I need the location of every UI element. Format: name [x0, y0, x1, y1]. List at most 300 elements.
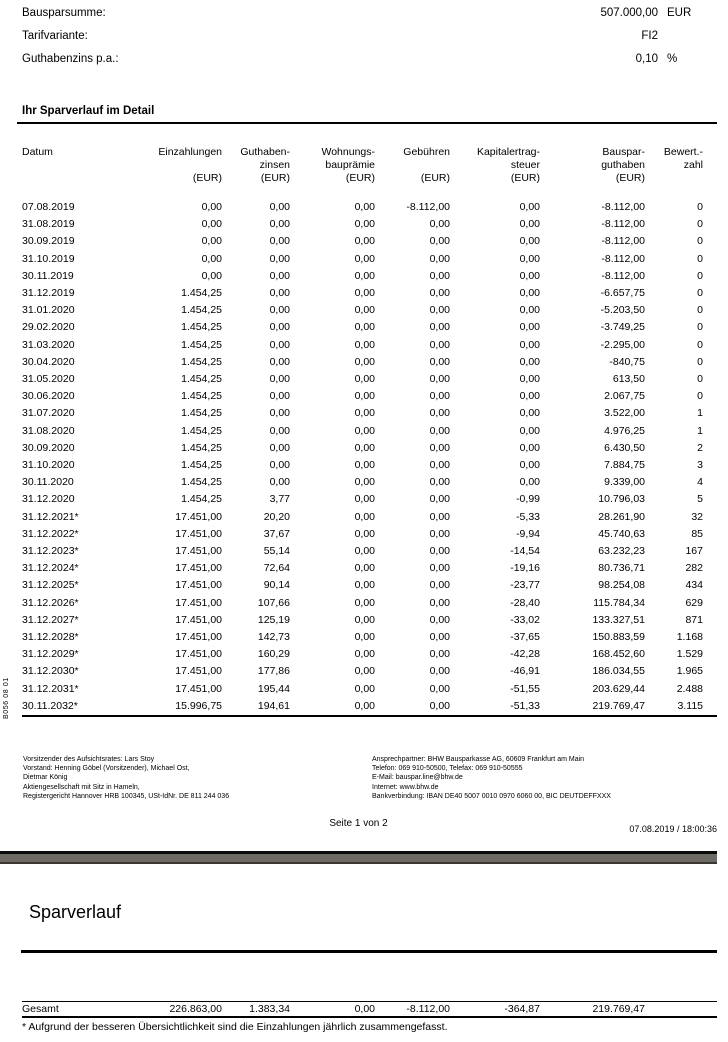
table-cell: 0 — [697, 287, 703, 300]
table-cell: 0,00 — [354, 631, 375, 644]
table-cell: 0,00 — [519, 304, 540, 317]
table-cell: 31.08.2019 — [22, 218, 75, 231]
table-cell: 17.451,00 — [175, 665, 222, 678]
column-header: (EUR) — [192, 172, 222, 184]
header-line-row — [22, 146, 717, 159]
table-cell: 168.452,60 — [592, 648, 645, 661]
table-cell: 31.12.2026* — [22, 596, 79, 609]
table-cell: 2.067,75 — [604, 390, 645, 403]
table-cell: 0,00 — [354, 441, 375, 454]
table-cell: -28,40 — [510, 596, 540, 609]
table-cell: 613,50 — [612, 373, 645, 386]
table-cell: 0 — [697, 373, 703, 386]
table-cell: -23,77 — [510, 579, 540, 592]
table-cell: 17.451,00 — [175, 545, 222, 558]
page-indicator: Seite 1 von 2 — [329, 818, 388, 829]
table-cell: 0,00 — [269, 235, 290, 248]
table-cell: 0,00 — [519, 321, 540, 334]
table-cell: 0,00 — [519, 269, 540, 282]
table-cell: 0,00 — [429, 269, 450, 282]
table-cell: 0,00 — [429, 287, 450, 300]
table-row — [22, 371, 717, 388]
table-cell: -46,91 — [510, 665, 540, 678]
table-cell: 0,00 — [429, 648, 450, 661]
footer-line: Aktiengesellschaft mit Sitz in Hameln, — [23, 783, 140, 791]
table-cell: 0,00 — [269, 407, 290, 420]
table-cell: 0,00 — [429, 562, 450, 575]
table-cell: 1.529 — [676, 648, 703, 661]
detail-table-body — [22, 199, 717, 716]
table-cell: 17.451,00 — [175, 596, 222, 609]
table-cell: -8.112,00 — [601, 218, 645, 231]
table-cell: 6.430,50 — [604, 441, 645, 454]
table-cell: 0,00 — [354, 304, 375, 317]
detail-table — [22, 146, 717, 717]
table-cell: 07.08.2019 — [22, 201, 75, 213]
table-cell: 107,66 — [257, 596, 290, 609]
table-cell: 1 — [697, 424, 703, 437]
table-cell: 0,00 — [429, 476, 450, 489]
column-header: zinsen — [259, 159, 290, 171]
table-cell: 167 — [685, 545, 703, 558]
table-cell: 0,00 — [354, 252, 375, 265]
table-cell: 0,00 — [354, 373, 375, 386]
table-cell: 0,00 — [354, 235, 375, 248]
table-cell: 1.454,25 — [181, 493, 222, 506]
table-cell: 0 — [697, 218, 703, 231]
table-cell: 0 — [697, 235, 703, 248]
column-header: steuer — [510, 159, 540, 171]
total-cell: -364,87 — [504, 1003, 540, 1015]
table-cell: 186.034,55 — [592, 665, 645, 678]
total-cell — [645, 1002, 717, 1018]
print-timestamp: 07.08.2019 / 18:00:36 — [629, 824, 717, 834]
table-cell: 31.05.2020 — [22, 373, 75, 386]
table-cell: 31.10.2020 — [22, 459, 75, 472]
table-cell: 0,00 — [429, 338, 450, 351]
page-separator-bar — [0, 851, 717, 864]
table-cell: 0,00 — [354, 665, 375, 678]
table-row — [22, 526, 717, 543]
table-cell: 0 — [697, 390, 703, 403]
table-cell: -14,54 — [510, 545, 540, 558]
table-cell: 0,00 — [429, 304, 450, 317]
table-cell: 0,00 — [201, 235, 222, 248]
table-row — [22, 560, 717, 577]
table-cell: 0,00 — [201, 218, 222, 231]
column-header: zahl — [683, 159, 703, 171]
total-row — [22, 1002, 717, 1018]
summary-unit: % — [667, 53, 678, 65]
table-cell: 203.629,44 — [592, 682, 645, 695]
table-cell: -9,94 — [516, 527, 540, 540]
table-cell: 30.11.2032* — [22, 699, 78, 712]
footer-line: Dietmar König — [23, 774, 68, 782]
table-cell: 31.03.2020 — [22, 338, 75, 351]
table-cell: -8.112,00 — [601, 252, 645, 265]
table-cell: 1.168 — [676, 631, 703, 644]
table-cell: 0,00 — [519, 252, 540, 265]
column-header: guthaben — [601, 159, 645, 171]
table-cell: 0,00 — [429, 355, 450, 368]
table-cell: 1.454,25 — [181, 390, 222, 403]
table-cell: 0,00 — [429, 596, 450, 609]
column-header: (EUR) — [420, 172, 450, 184]
total-cell: 0,00 — [354, 1003, 375, 1015]
table-row — [22, 698, 717, 716]
table-cell: 31.12.2030* — [22, 665, 79, 678]
table-cell: 142,73 — [257, 631, 290, 644]
table-cell: 31.12.2027* — [22, 613, 79, 626]
table-cell: 0,00 — [354, 527, 375, 540]
table-cell: -37,65 — [510, 631, 540, 644]
table-cell: -8.112,00 — [601, 201, 645, 213]
table-cell: 31.01.2020 — [22, 304, 75, 317]
table-cell: 0,00 — [429, 459, 450, 472]
table-cell: 1.454,25 — [181, 459, 222, 472]
table-cell: 0,00 — [519, 201, 540, 213]
table-cell: 0,00 — [354, 269, 375, 282]
table-cell: 0,00 — [429, 665, 450, 678]
total-label: Gesamt — [22, 1003, 59, 1015]
table-cell: 30.09.2020 — [22, 441, 75, 454]
table-cell: 0,00 — [429, 527, 450, 540]
table-row — [22, 577, 717, 594]
table-cell: 0 — [697, 355, 703, 368]
table-cell: -3.749,25 — [600, 321, 645, 334]
table-cell: 31.12.2025* — [22, 579, 79, 592]
table-row — [22, 354, 717, 371]
table-cell: 0,00 — [429, 390, 450, 403]
table-cell: 1.965 — [676, 665, 703, 678]
table-cell: 629 — [685, 596, 703, 609]
table-cell: 871 — [685, 613, 703, 626]
table-cell: 31.12.2029* — [22, 648, 79, 661]
table-cell: 0 — [697, 304, 703, 317]
table-row — [22, 423, 717, 440]
table-cell: 0,00 — [269, 338, 290, 351]
table-cell: 0 — [697, 269, 703, 282]
table-row — [22, 612, 717, 629]
column-header: Kapitalertrag- — [476, 146, 540, 158]
table-cell: 31.12.2020 — [22, 493, 75, 506]
table-cell: 0,00 — [354, 338, 375, 351]
table-cell: 31.12.2028* — [22, 631, 79, 644]
summary-value: 0,10 — [635, 53, 658, 65]
table-cell: 0,00 — [354, 201, 375, 213]
footer-line: Bankverbindung: IBAN DE40 5007 0010 0970 6060 00, BIC DEUTDEFFXXX — [372, 792, 611, 800]
table-cell: 0,00 — [269, 424, 290, 437]
table-cell: 17.451,00 — [175, 631, 222, 644]
table-cell: 0,00 — [429, 424, 450, 437]
footer-imprint — [23, 755, 717, 801]
table-cell: 0,00 — [519, 373, 540, 386]
table-cell: -8.112,00 — [406, 201, 450, 213]
table-cell: 31.12.2023* — [22, 545, 79, 558]
table-cell: 31.07.2020 — [22, 407, 75, 420]
column-header: Guthaben- — [240, 146, 290, 158]
table-cell: 0,00 — [429, 699, 450, 712]
table-cell: 282 — [685, 562, 703, 575]
table-cell: 0,00 — [354, 648, 375, 661]
table-row — [22, 216, 717, 233]
table-cell: 3.115 — [677, 699, 703, 712]
table-cell: 0,00 — [429, 579, 450, 592]
table-cell: 0,00 — [519, 235, 540, 248]
table-row — [22, 337, 717, 354]
table-cell: 85 — [691, 527, 703, 540]
table-cell: 17.451,00 — [175, 579, 222, 592]
table-cell: 0,00 — [354, 682, 375, 695]
table-cell: 0,00 — [269, 201, 290, 213]
footer-line: Vorsitzender des Aufsichtsrates: Lars Stoy — [23, 756, 155, 763]
table-cell: -0,99 — [516, 493, 540, 506]
contract-summary — [22, 2, 717, 71]
table-cell: 80.736,71 — [598, 562, 645, 575]
column-header: bauprämie — [325, 159, 375, 171]
table-cell: 32 — [691, 510, 703, 523]
table-cell: 0,00 — [354, 390, 375, 403]
column-header: Einzahlungen — [158, 146, 222, 158]
summary-row-bausparsumme — [22, 2, 717, 25]
table-cell: 1 — [697, 407, 703, 420]
table-cell: 63.232,23 — [598, 545, 645, 558]
table-cell: 0,00 — [354, 562, 375, 575]
table-cell: 0,00 — [269, 476, 290, 489]
table-cell: 17.451,00 — [175, 527, 222, 540]
column-header — [645, 172, 717, 185]
table-cell: 0,00 — [429, 252, 450, 265]
footnote: * Aufgrund der besseren Übersichtlichkeit sind die Einzahlungen jährlich zusammengefasst. — [22, 1021, 448, 1033]
table-cell: 0,00 — [354, 493, 375, 506]
table-cell: 9.339,00 — [604, 476, 645, 489]
summary-row-tarifvariante — [22, 25, 717, 48]
table-cell: 1.454,25 — [181, 338, 222, 351]
table-top-rule — [21, 950, 717, 953]
table-cell: -2.295,00 — [600, 338, 645, 351]
table-cell: 0,00 — [429, 321, 450, 334]
table-cell: 2 — [697, 441, 703, 454]
table-cell: 1.454,25 — [181, 321, 222, 334]
column-header: Bewert.- — [663, 146, 703, 158]
table-cell: 0,00 — [354, 579, 375, 592]
table-cell: 1.454,25 — [181, 304, 222, 317]
total-cell: -8.112,00 — [406, 1003, 450, 1015]
table-cell: 31.12.2021* — [22, 510, 79, 523]
table-cell: 0,00 — [269, 269, 290, 282]
table-cell: 45.740,63 — [598, 527, 645, 540]
table-cell: 0,00 — [269, 287, 290, 300]
table-cell: 219.769,47 — [592, 699, 645, 712]
table-cell: 0,00 — [354, 218, 375, 231]
table-cell: 0,00 — [269, 441, 290, 454]
table-row — [22, 509, 717, 526]
table-cell: 30.11.2019 — [22, 269, 74, 282]
table-cell: 0,00 — [354, 476, 375, 489]
table-cell: 0,00 — [519, 441, 540, 454]
total-table — [22, 1001, 717, 1018]
table-row — [22, 681, 717, 698]
summary-value: FI2 — [641, 30, 658, 42]
table-row — [22, 388, 717, 405]
footer-line: Internet: www.bhw.de — [372, 783, 439, 791]
table-cell: 177,86 — [257, 665, 290, 678]
column-header: (EUR) — [510, 172, 540, 184]
table-cell: 160,29 — [257, 648, 290, 661]
table-cell: 17.451,00 — [175, 562, 222, 575]
table-cell: 0,00 — [354, 459, 375, 472]
table-cell: 0,00 — [354, 613, 375, 626]
table-cell: 0,00 — [269, 373, 290, 386]
table-cell: 0,00 — [354, 510, 375, 523]
table-cell: 0,00 — [429, 545, 450, 558]
table-cell: 0,00 — [354, 287, 375, 300]
table-row — [22, 646, 717, 663]
table-cell: -6.657,75 — [600, 287, 645, 300]
footer-line: E-Mail: bauspar.line@bhw.de — [372, 774, 463, 782]
table-cell: 20,20 — [263, 510, 290, 523]
footer-left-block — [23, 755, 372, 801]
table-cell: 31.12.2024* — [22, 562, 79, 575]
table-cell: 0,00 — [429, 235, 450, 248]
table-row — [22, 543, 717, 560]
table-cell: 17.451,00 — [175, 682, 222, 695]
table-row — [22, 268, 717, 285]
table-cell: 0,00 — [429, 682, 450, 695]
column-header: Bauspar- — [602, 146, 645, 158]
table-row — [22, 251, 717, 268]
table-cell: 72,64 — [263, 562, 290, 575]
table-cell: 0,00 — [519, 459, 540, 472]
footer-line: Vorstand: Henning Göbel (Vorsitzender), Michael Ost, — [23, 765, 190, 773]
table-cell: 55,14 — [263, 545, 290, 558]
table-cell: 195,44 — [257, 682, 290, 695]
table-cell: 0,00 — [269, 321, 290, 334]
table-cell: 0,00 — [354, 407, 375, 420]
table-row — [22, 233, 717, 250]
table-row — [22, 405, 717, 422]
table-cell: 3.522,00 — [604, 407, 645, 420]
table-cell: 1.454,25 — [181, 441, 222, 454]
column-header: (EUR) — [345, 172, 375, 184]
table-row — [22, 595, 717, 612]
header-line-row — [22, 159, 717, 172]
table-cell: 150.883,59 — [592, 631, 645, 644]
table-cell: 0,00 — [429, 613, 450, 626]
table-cell: 0 — [697, 338, 703, 351]
table-cell: 133.327,51 — [592, 613, 645, 626]
table-row — [22, 319, 717, 336]
column-header — [22, 172, 122, 185]
summary-unit: EUR — [667, 7, 692, 19]
table-row — [22, 457, 717, 474]
total-cell: 226.863,00 — [169, 1003, 222, 1015]
table-cell: 98.254,08 — [598, 579, 645, 592]
table-cell: 0,00 — [519, 476, 540, 489]
footer-line: Ansprechpartner: BHW Bausparkasse AG, 60609 Frankfurt am Main — [372, 756, 585, 763]
table-cell: 1.454,25 — [181, 476, 222, 489]
form-code-vertical: B056 08 01 — [3, 677, 10, 719]
table-row — [22, 491, 717, 508]
table-cell: 0,00 — [519, 424, 540, 437]
table-cell: 17.451,00 — [175, 510, 222, 523]
table-cell: -8.112,00 — [601, 269, 645, 282]
table-cell: 30.11.2020 — [22, 476, 74, 489]
table-cell: 0,00 — [201, 252, 222, 265]
column-header — [375, 159, 450, 172]
table-cell: 194,61 — [257, 699, 290, 712]
table-cell: 0,00 — [354, 596, 375, 609]
column-header: (EUR) — [260, 172, 290, 184]
footer-line: Telefon: 069 910-50500, Telefax: 069 910-50555 — [372, 765, 523, 773]
header-spacer-row — [22, 185, 717, 199]
table-cell: -51,55 — [510, 682, 540, 695]
table-cell: 31.10.2019 — [22, 252, 75, 265]
summary-label: Tarifvariante: — [22, 30, 88, 42]
table-cell: 4 — [697, 476, 703, 489]
table-cell: 0,00 — [269, 355, 290, 368]
table-cell: 30.04.2020 — [22, 355, 75, 368]
table-cell: 31.12.2031* — [22, 682, 79, 695]
table-cell: 37,67 — [263, 527, 290, 540]
table-row — [22, 302, 717, 319]
table-cell: 0,00 — [429, 373, 450, 386]
total-cell: 1.383,34 — [249, 1003, 290, 1015]
table-cell: 3 — [697, 459, 703, 472]
table-cell: 0,00 — [519, 407, 540, 420]
table-cell: 17.451,00 — [175, 613, 222, 626]
footer-right-block — [372, 755, 717, 801]
table-cell: 10.796,03 — [598, 493, 645, 506]
detail-table-head — [22, 146, 717, 199]
table-cell: -5.203,50 — [600, 304, 645, 317]
table-cell: 30.06.2020 — [22, 390, 75, 403]
table-cell: 31.12.2022* — [22, 527, 79, 540]
table-cell: 0,00 — [519, 218, 540, 231]
table-row — [22, 285, 717, 302]
table-cell: 0,00 — [519, 355, 540, 368]
table-cell: 1.454,25 — [181, 355, 222, 368]
table-cell: 0,00 — [354, 545, 375, 558]
table-cell: 0,00 — [519, 390, 540, 403]
table-cell: 0,00 — [269, 304, 290, 317]
summary-value: 507.000,00 — [600, 7, 658, 19]
table-cell: 0,00 — [201, 269, 222, 282]
table-cell: 15.996,75 — [175, 699, 222, 712]
table-cell: -42,28 — [510, 648, 540, 661]
table-cell: 29.02.2020 — [22, 321, 75, 334]
table-cell: 0,00 — [429, 407, 450, 420]
table-cell: 1.454,25 — [181, 407, 222, 420]
table-cell: -5,33 — [516, 510, 540, 523]
table-row — [22, 199, 717, 216]
table-cell: 0,00 — [519, 338, 540, 351]
table-cell: 0,00 — [429, 631, 450, 644]
footer-line: Registergericht Hannover HRB 100345, USt-IdNr. DE 811 244 036 — [23, 792, 230, 800]
column-header: Datum — [22, 146, 53, 158]
summary-label: Guthabenzins p.a.: — [22, 53, 119, 65]
table-cell: -19,16 — [510, 562, 540, 575]
column-header: Gebühren — [403, 146, 450, 158]
page2-title: Sparverlauf — [29, 902, 122, 922]
table-cell: 0,00 — [269, 252, 290, 265]
table-cell: 31.08.2020 — [22, 424, 75, 437]
summary-unit — [658, 25, 717, 48]
summary-label: Bausparsumme: — [22, 7, 106, 19]
table-row — [22, 629, 717, 646]
header-line-row — [22, 172, 717, 185]
table-row — [22, 474, 717, 491]
